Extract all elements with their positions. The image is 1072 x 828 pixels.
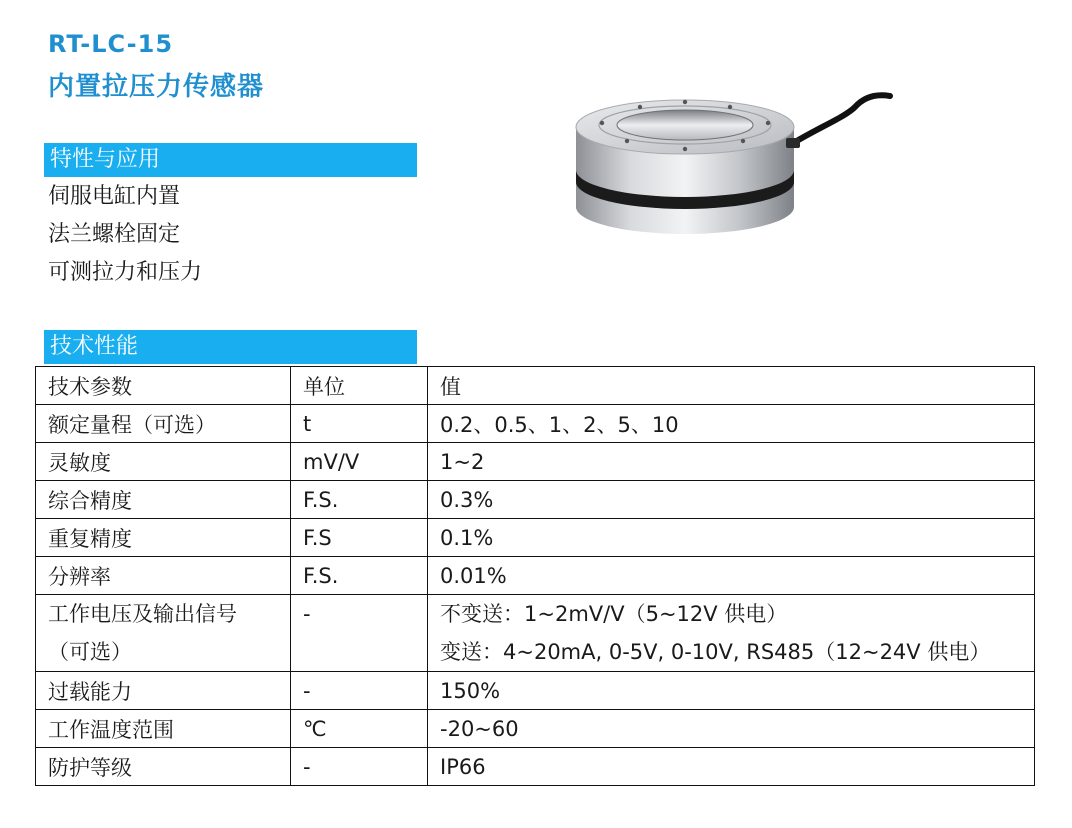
value-cell: 0.01% — [428, 557, 1035, 595]
unit-cell: - — [291, 748, 428, 786]
features-heading: 特性与应用 — [44, 143, 417, 177]
table-row — [36, 519, 1035, 557]
value-cell: 0.3% — [428, 481, 1035, 519]
feature-item: 法兰螺栓固定 — [48, 222, 181, 247]
param-line: （可选） — [48, 640, 132, 664]
unit-cell: F.S. — [291, 481, 428, 519]
product-model: RT-LC-15 — [48, 30, 174, 58]
param-cell: 过载能力 — [36, 672, 291, 710]
specs-heading: 技术性能 — [44, 330, 417, 364]
column-header-unit: 单位 — [291, 367, 428, 405]
unit-cell — [291, 595, 428, 672]
param-cell: 分辨率 — [36, 557, 291, 595]
unit-cell: t — [291, 405, 428, 443]
param-cell: 灵敏度 — [36, 443, 291, 481]
unit-cell: mV/V — [291, 443, 428, 481]
table-row — [36, 405, 1035, 443]
value-line: 不变送：1~2mV/V（5~12V 供电） — [440, 602, 788, 626]
param-cell: 额定量程（可选） — [36, 405, 291, 443]
unit-cell: F.S. — [291, 557, 428, 595]
value-cell: 0.1% — [428, 519, 1035, 557]
load-cell-image — [560, 82, 900, 252]
value-cell: IP66 — [428, 748, 1035, 786]
specs-table — [35, 366, 1035, 786]
param-line: 工作电压及输出信号 — [48, 602, 237, 626]
param-cell: 防护等级 — [36, 748, 291, 786]
value-cell: 150% — [428, 672, 1035, 710]
param-cell: 重复精度 — [36, 519, 291, 557]
value-cell — [428, 595, 1035, 672]
product-name: 内置拉压力传感器 — [48, 72, 265, 102]
table-row — [36, 557, 1035, 595]
param-cell: 综合精度 — [36, 481, 291, 519]
unit-cell: ℃ — [291, 710, 428, 748]
value-cell: 1~2 — [428, 443, 1035, 481]
table-row — [36, 443, 1035, 481]
value-cell: -20~60 — [428, 710, 1035, 748]
column-header-param: 技术参数 — [36, 367, 291, 405]
unit-cell: F.S — [291, 519, 428, 557]
unit-cell: - — [291, 672, 428, 710]
feature-list — [48, 178, 202, 292]
table-row — [36, 748, 1035, 786]
table-row — [36, 481, 1035, 519]
table-header-row — [36, 367, 1035, 405]
unit-line: - — [303, 602, 311, 626]
feature-item: 伺服电缸内置 — [48, 184, 181, 209]
value-line: 变送：4~20mA, 0-5V, 0-10V, RS485（12~24V 供电） — [440, 640, 991, 664]
table-row — [36, 672, 1035, 710]
table-row — [36, 710, 1035, 748]
column-header-value: 值 — [428, 367, 1035, 405]
value-cell: 0.2、0.5、1、2、5、10 — [428, 405, 1035, 443]
table-row — [36, 595, 1035, 672]
param-cell: 工作温度范围 — [36, 710, 291, 748]
param-cell — [36, 595, 291, 672]
feature-item: 可测拉力和压力 — [48, 260, 203, 285]
